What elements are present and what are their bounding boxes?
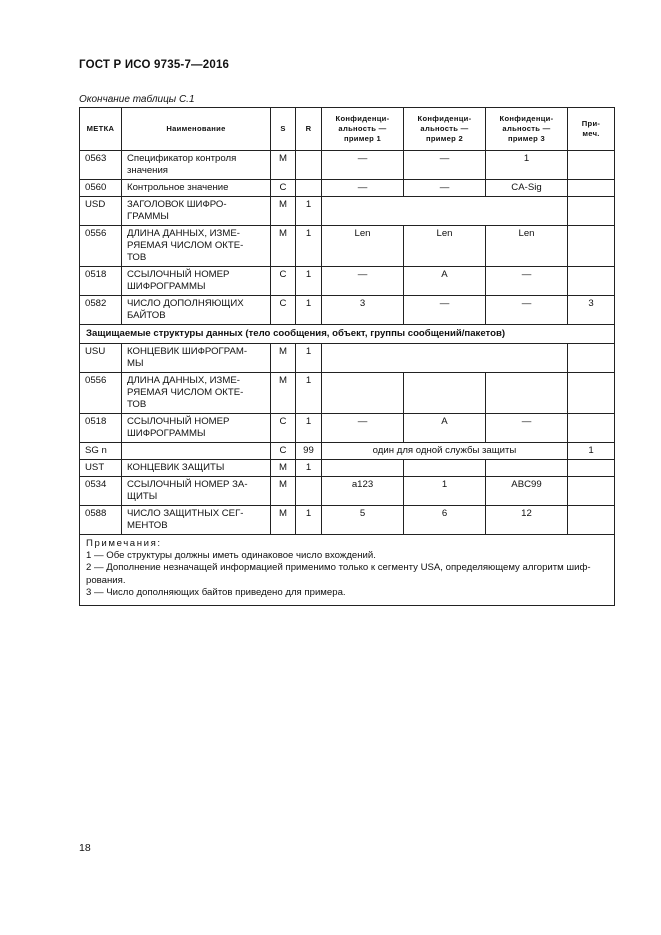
cell-example-3: 1 (486, 151, 568, 180)
table-body (80, 151, 615, 606)
note-line: 3 — Число дополняющих байтов приведено для примера. (86, 586, 346, 598)
cell-s: C (271, 267, 296, 296)
cell-example-3: CA-Sig (486, 180, 568, 197)
cell-tag: 0556 (80, 373, 122, 414)
cell-r (296, 180, 322, 197)
cell-note: 1 (568, 443, 615, 460)
cell-note (568, 180, 615, 197)
cell-empty-span (322, 344, 568, 373)
cell-s: M (271, 373, 296, 414)
cell-r: 1 (296, 373, 322, 414)
cell-tag: 0518 (80, 414, 122, 443)
cell-tag: UST (80, 460, 122, 477)
table-row (80, 443, 615, 460)
cell-tag: 0556 (80, 226, 122, 267)
cell-tag: 0563 (80, 151, 122, 180)
cell-note (568, 460, 615, 477)
cell-example-3: Len (486, 226, 568, 267)
cell-span-text: один для одной службы защиты (322, 443, 568, 460)
cell-example-2: — (404, 296, 486, 325)
cell-s: M (271, 226, 296, 267)
cell-s: C (271, 443, 296, 460)
document-title: ГОСТ Р ИСО 9735-7—2016 (79, 59, 230, 71)
notes-row (80, 535, 615, 606)
cell-tag: 0582 (80, 296, 122, 325)
cell-s: C (271, 180, 296, 197)
cell-name: ЗАГОЛОВОК ШИФРО- ГРАММЫ (122, 197, 271, 226)
cell-example-2: A (404, 414, 486, 443)
cell-name: ДЛИНА ДАННЫХ, ИЗМЕ- РЯЕМАЯ ЧИСЛОМ ОКТЕ- ТОВ (122, 226, 271, 267)
cell-r: 1 (296, 344, 322, 373)
cell-example-1 (322, 460, 404, 477)
table-row (80, 180, 615, 197)
cell-note (568, 151, 615, 180)
cell-example-1: — (322, 180, 404, 197)
header-s: S (271, 108, 296, 151)
table-row (80, 197, 615, 226)
cell-example-3: — (486, 414, 568, 443)
section-row (80, 325, 615, 344)
table-row (80, 226, 615, 267)
cell-r (296, 477, 322, 506)
cell-example-1: — (322, 414, 404, 443)
note-line: 2 — Дополнение незначащей информацией применимо только к сегменту USA, определяющему алгоритм шиф- рования. (86, 562, 591, 586)
cell-name: КОНЦЕВИК ЗАЩИТЫ (122, 460, 271, 477)
section-title: Защищаемые структуры данных (тело сообщения, объект, группы сообщений/пакетов) (80, 325, 615, 344)
cell-note (568, 197, 615, 226)
cell-s: M (271, 197, 296, 226)
table-row (80, 414, 615, 443)
cell-example-1: — (322, 151, 404, 180)
cell-name: ССЫЛОЧНЫЙ НОМЕР ШИФРОГРАММЫ (122, 414, 271, 443)
cell-r: 1 (296, 197, 322, 226)
note-line: 1 — Обе структуры должны иметь одинаковое число вхождений. (86, 550, 376, 562)
cell-example-3: — (486, 267, 568, 296)
cell-r: 1 (296, 267, 322, 296)
cell-r: 1 (296, 414, 322, 443)
cell-note (568, 477, 615, 506)
cell-note (568, 267, 615, 296)
table-row (80, 296, 615, 325)
header-example-1: Конфиденци- альность — пример 1 (322, 108, 404, 151)
cell-name: ССЫЛОЧНЫЙ НОМЕР ШИФРОГРАММЫ (122, 267, 271, 296)
table-row (80, 344, 615, 373)
cell-name (122, 443, 271, 460)
cell-example-2: 6 (404, 506, 486, 535)
cell-r: 99 (296, 443, 322, 460)
header-name: Наименование (122, 108, 271, 151)
header-example-2: Конфиденци- альность — пример 2 (404, 108, 486, 151)
cell-note (568, 344, 615, 373)
table-row (80, 267, 615, 296)
cell-example-2: 1 (404, 477, 486, 506)
cell-example-3: — (486, 296, 568, 325)
cell-name: ЧИСЛО ЗАЩИТНЫХ СЕГ- МЕНТОВ (122, 506, 271, 535)
cell-tag: 0560 (80, 180, 122, 197)
table-header-row (80, 108, 615, 151)
cell-example-1: 5 (322, 506, 404, 535)
header-r: R (296, 108, 322, 151)
notes-heading: Примечания: (86, 538, 162, 549)
table-row (80, 477, 615, 506)
table-row (80, 460, 615, 477)
cell-example-3 (486, 373, 568, 414)
cell-example-2 (404, 373, 486, 414)
cell-s: M (271, 506, 296, 535)
cell-tag: SG n (80, 443, 122, 460)
cell-tag: USD (80, 197, 122, 226)
cell-s: M (271, 460, 296, 477)
cell-example-1: a123 (322, 477, 404, 506)
cell-example-2: — (404, 180, 486, 197)
cell-r: 1 (296, 460, 322, 477)
data-table (79, 107, 615, 606)
cell-s: M (271, 151, 296, 180)
cell-name: Контрольное значение (122, 180, 271, 197)
table-caption: Окончание таблицы С.1 (79, 94, 195, 105)
cell-example-1 (322, 373, 404, 414)
notes-cell (80, 535, 615, 606)
cell-s: M (271, 344, 296, 373)
cell-example-3: 12 (486, 506, 568, 535)
cell-example-1: — (322, 267, 404, 296)
cell-r: 1 (296, 506, 322, 535)
cell-example-2 (404, 460, 486, 477)
cell-name: ДЛИНА ДАННЫХ, ИЗМЕ- РЯЕМАЯ ЧИСЛОМ ОКТЕ- ТОВ (122, 373, 271, 414)
cell-r: 1 (296, 296, 322, 325)
cell-tag: 0534 (80, 477, 122, 506)
cell-note (568, 506, 615, 535)
cell-name: Спецификатор контроля значения (122, 151, 271, 180)
header-tag: МЕТКА (80, 108, 122, 151)
cell-s: M (271, 477, 296, 506)
cell-example-3 (486, 460, 568, 477)
cell-example-2: Len (404, 226, 486, 267)
table-row (80, 506, 615, 535)
page-number: 18 (79, 842, 91, 854)
cell-example-2: — (404, 151, 486, 180)
cell-example-1: Len (322, 226, 404, 267)
cell-example-2: A (404, 267, 486, 296)
cell-r (296, 151, 322, 180)
cell-s: C (271, 414, 296, 443)
cell-note (568, 373, 615, 414)
cell-note: 3 (568, 296, 615, 325)
cell-tag: 0518 (80, 267, 122, 296)
cell-note (568, 414, 615, 443)
cell-example-3: ABC99 (486, 477, 568, 506)
cell-name: ССЫЛОЧНЫЙ НОМЕР ЗА- ЩИТЫ (122, 477, 271, 506)
header-example-3: Конфиденци- альность — пример 3 (486, 108, 568, 151)
cell-empty-span (322, 197, 568, 226)
header-note: При- меч. (568, 108, 615, 151)
cell-name: ЧИСЛО ДОПОЛНЯЮЩИХ БАЙТОВ (122, 296, 271, 325)
table-row (80, 151, 615, 180)
cell-r: 1 (296, 226, 322, 267)
cell-name: КОНЦЕВИК ШИФРОГРАМ- МЫ (122, 344, 271, 373)
cell-example-1: 3 (322, 296, 404, 325)
cell-tag: 0588 (80, 506, 122, 535)
table-row (80, 373, 615, 414)
cell-s: C (271, 296, 296, 325)
cell-tag: USU (80, 344, 122, 373)
cell-note (568, 226, 615, 267)
